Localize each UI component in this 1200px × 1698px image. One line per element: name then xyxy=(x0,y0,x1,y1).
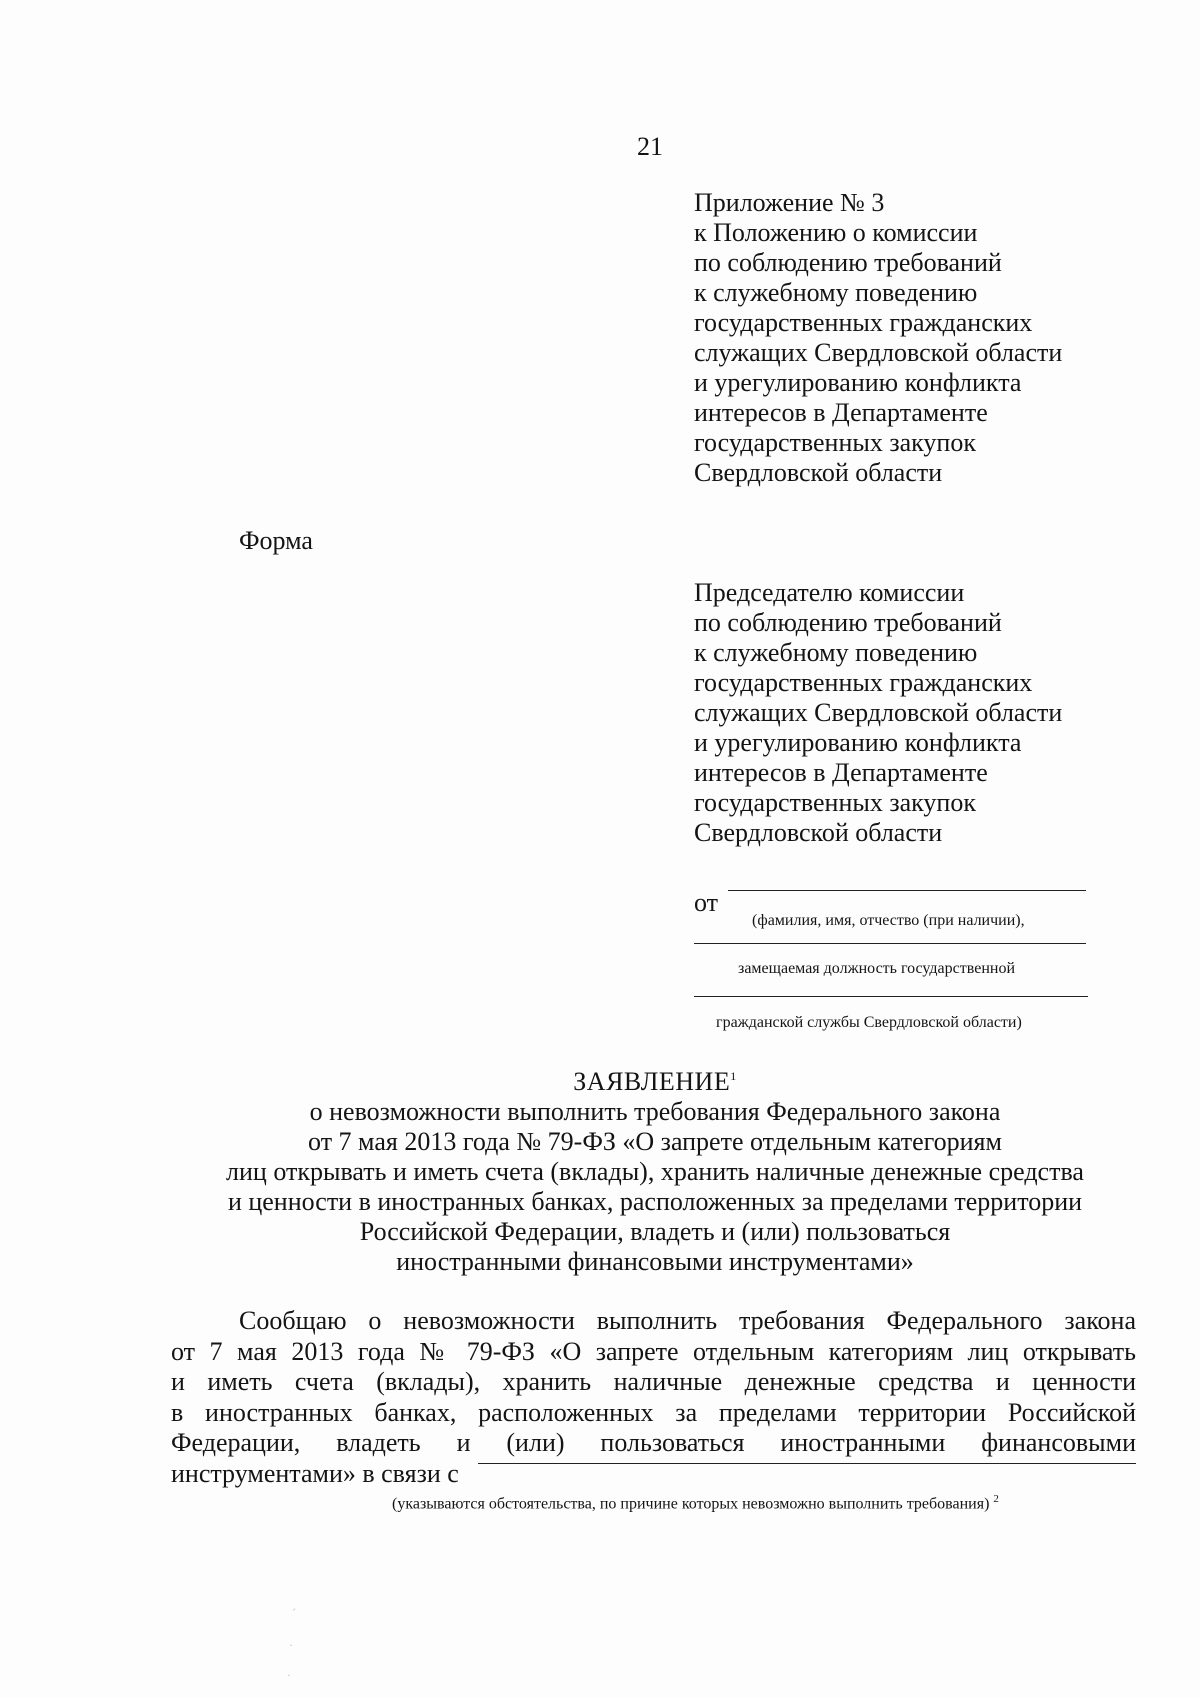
appendix-line: Свердловской области xyxy=(694,458,943,487)
subtitle-line: от 7 мая 2013 года № 79-ФЗ «О запрете отдельным категориям xyxy=(308,1127,1002,1156)
appendix-line: государственных закупок xyxy=(694,428,976,457)
addressee-line: Председателю комиссии xyxy=(694,578,965,607)
addressee-line: государственных закупок xyxy=(694,788,976,817)
applicant-position-hint: замещаемая должность государственной xyxy=(738,960,1015,977)
addressee-line: служащих Свердловской области xyxy=(694,698,1063,727)
title-footnote-mark: 1 xyxy=(730,1069,737,1083)
applicant-service-hint: гражданской службы Свердловской области) xyxy=(716,1014,1022,1031)
appendix-heading xyxy=(694,188,1062,488)
paragraph-line: Федерации, владеть и (или) пользоваться иностранными финансовыми xyxy=(171,1428,1136,1457)
page-number: 21 xyxy=(637,132,663,161)
applicant-service-line[interactable] xyxy=(694,996,1088,997)
document-title xyxy=(0,1067,1200,1097)
appendix-line: и урегулированию конфликта xyxy=(694,368,1022,397)
paragraph-line: от 7 мая 2013 года № 79-ФЗ «О запрете отдельным категориям лиц открывать xyxy=(171,1336,1136,1366)
appendix-line: к Положению о комиссии xyxy=(694,218,978,247)
addressee-line: к служебному поведению xyxy=(694,638,978,667)
circumstances-footnote-mark: 2 xyxy=(993,1493,999,1505)
addressee-block xyxy=(694,578,1062,848)
circumstances-hint xyxy=(392,1490,999,1513)
applicant-name-line[interactable] xyxy=(728,890,1086,891)
addressee-line: интересов в Департаменте xyxy=(694,758,988,787)
subtitle-line: Российской Федерации, владеть и (или) пользоваться xyxy=(359,1217,951,1246)
paragraph-line: в иностранных банках, расположенных за пределами территории Российской xyxy=(171,1397,1136,1427)
scan-mark: ´ xyxy=(292,1606,296,1620)
paragraph-line: и иметь счета (вклады), хранить наличные денежные средства и ценности xyxy=(171,1367,1136,1396)
subtitle-line: о невозможности выполнить требования Федерального закона xyxy=(309,1097,1001,1126)
addressee-line: государственных гражданских xyxy=(694,668,1033,697)
scan-mark: · xyxy=(287,1668,291,1682)
applicant-position-line[interactable] xyxy=(694,943,1086,944)
circumstances-hint-text: (указываются обстоятельства, по причине которых невозможно выполнить требования) xyxy=(392,1495,990,1513)
document-title-text: ЗАЯВЛЕНИЕ xyxy=(573,1067,731,1096)
appendix-line: интересов в Департаменте xyxy=(694,398,988,427)
subtitle-line: и ценности в иностранных банках, расположенных за пределами территории xyxy=(227,1187,1083,1216)
subtitle-line: лиц открывать и иметь счета (вклады), хранить наличные денежные средства xyxy=(226,1157,1084,1186)
form-label: Форма xyxy=(239,526,313,555)
circumstances-line[interactable] xyxy=(478,1463,1136,1464)
applicant-name-hint: (фамилия, имя, отчество (при наличии), xyxy=(752,912,1025,929)
paragraph-last-line: инструментами» в связи с xyxy=(171,1459,459,1488)
statement-paragraph xyxy=(171,1306,1136,1459)
appendix-line: Приложение № 3 xyxy=(694,188,885,217)
appendix-line: к служебному поведению xyxy=(694,278,978,307)
from-label: от xyxy=(694,888,719,917)
addressee-line: по соблюдению требований xyxy=(694,608,1002,637)
appendix-line: по соблюдению требований xyxy=(694,248,1002,277)
appendix-line: служащих Свердловской области xyxy=(694,338,1063,367)
document-subtitle xyxy=(0,1097,1200,1277)
scan-mark: · xyxy=(289,1638,293,1652)
addressee-line: и урегулированию конфликта xyxy=(694,728,1022,757)
addressee-line: Свердловской области xyxy=(694,818,943,847)
appendix-line: государственных гражданских xyxy=(694,308,1033,337)
subtitle-line: иностранными финансовыми инструментами» xyxy=(396,1247,914,1276)
paragraph-line: Сообщаю о невозможности выполнить требования Федерального закона xyxy=(239,1306,1136,1335)
